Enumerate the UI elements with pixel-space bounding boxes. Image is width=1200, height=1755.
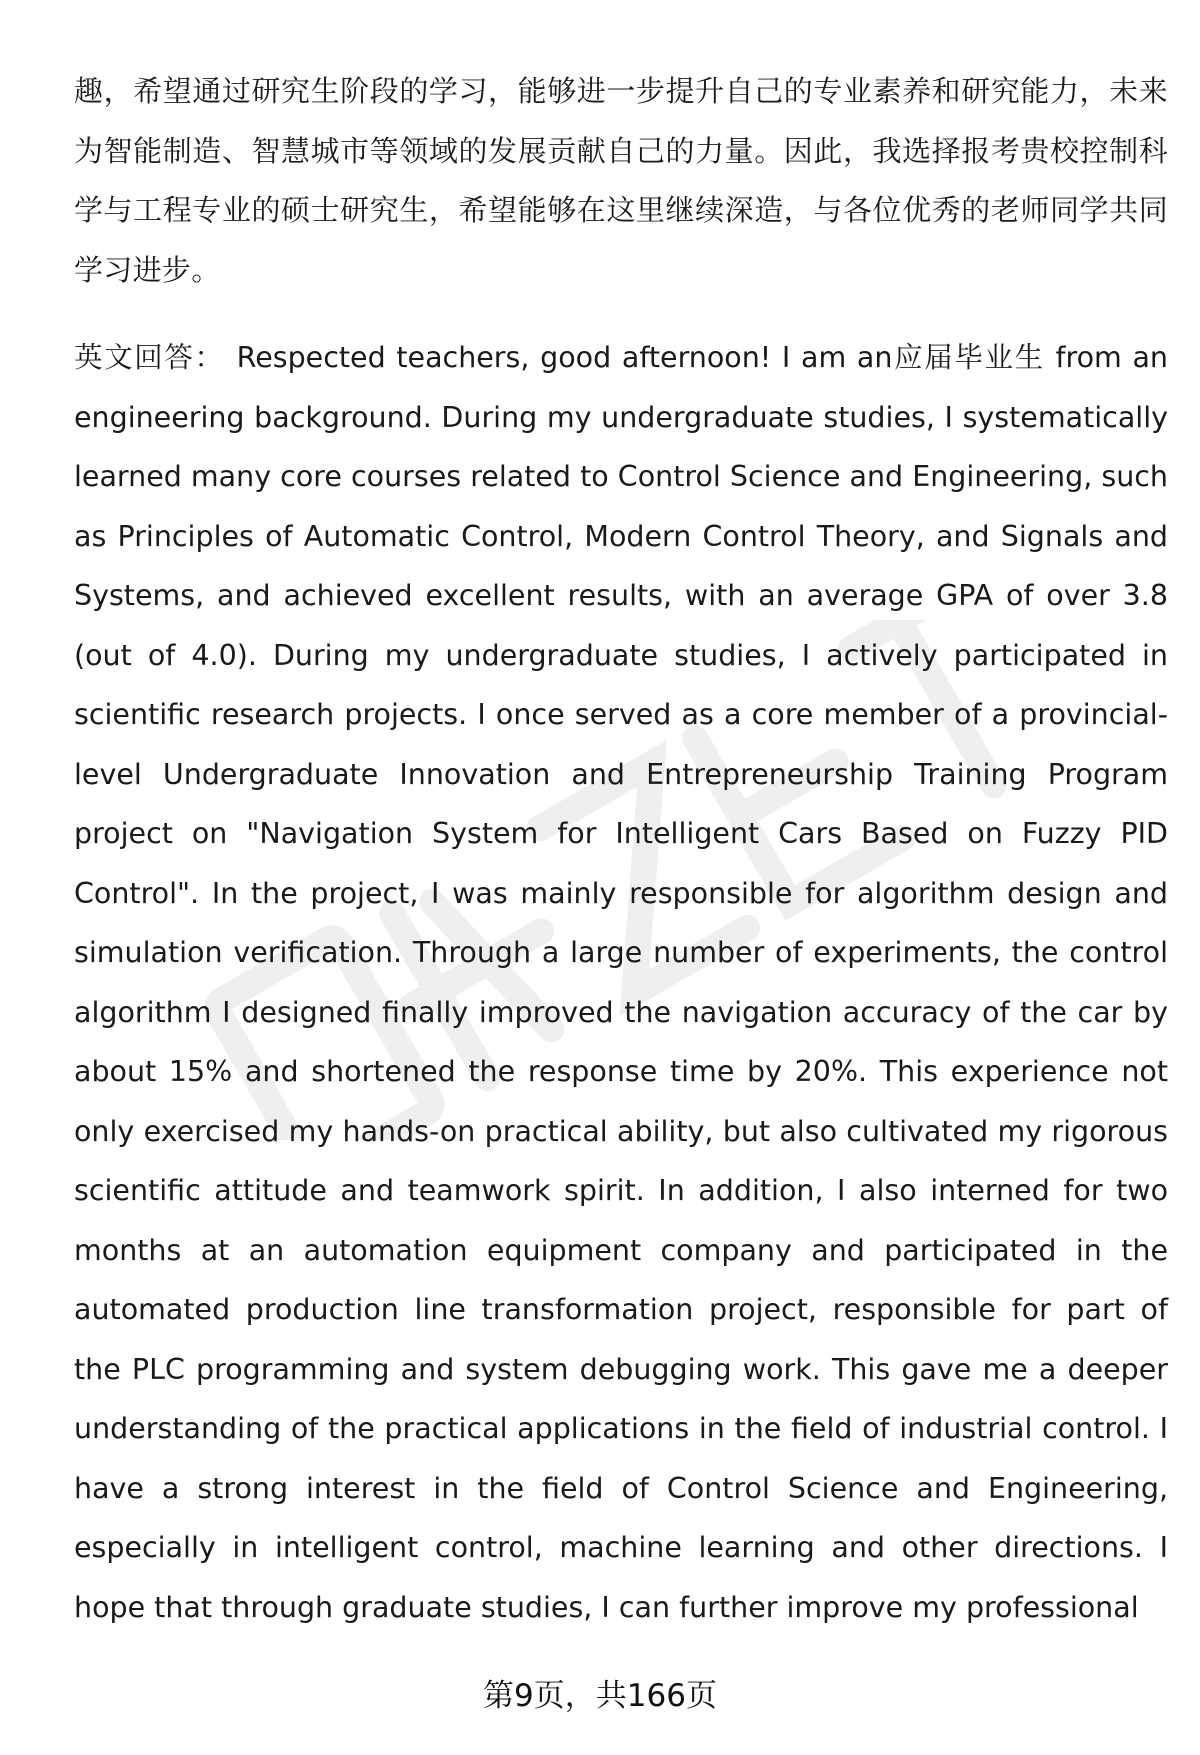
paragraph-english-answer [74, 328, 1168, 1637]
page-number-footer: 第9页，共166页 [483, 1678, 717, 1714]
paragraph-chinese: 趣，希望通过研究生阶段的学习，能够进一步提升自己的专业素养和研究能力，未来为智能制造、智慧城市等领域的发展贡献自己的力量。因此，我选择报考贵校控制科学与工程专业的硕士研究生，希望能够在这里继续深造，与各位优秀的老师同学共同学习进步。 [74, 74, 1168, 287]
document-body [74, 62, 1168, 1637]
english-answer-label: 英文回答： [74, 341, 225, 374]
english-answer-text: Respected teachers, good afternoon! I am an应届毕业生 from an engineering background. During my undergraduate studies, I systematically learned many core courses related to Control Science and Engineering, such as Principles of Automatic Control, Modern Control Theory, and Signals and Systems, and achieved excellent results, with an average GPA of over 3.8 (out of 4.0). During my undergraduate studies, I actively participated in scientific research projects. I once served as a core member of a provincial-level Undergraduate Innovation and Entrepreneurship Training Program project on "Navigation System for Intelligent Cars Based on Fuzzy PID Control". In the project, I was mainly responsible for algorithm design and simulation verification. Through a large number of experiments, the control algorithm I designed finally improved the navigation accuracy of the car by about 15% and shortened the response time by 20%. This experience not only exercised my hands-on practical ability, but also cultivated my rigorous scientific attitude and teamwork spirit. In addition, I also interned for two months at an automation equipment company and participated in the automated production line transformation project, responsible for part of the PLC programming and system debugging work. This gave me a deeper understanding of the practical applications in the field of industrial control. I have a strong interest in the field of Control Science and Engineering, especially in intelligent control, machine learning and other directions. I hope that through graduate studies, I can further improve my professional [74, 341, 1168, 1624]
